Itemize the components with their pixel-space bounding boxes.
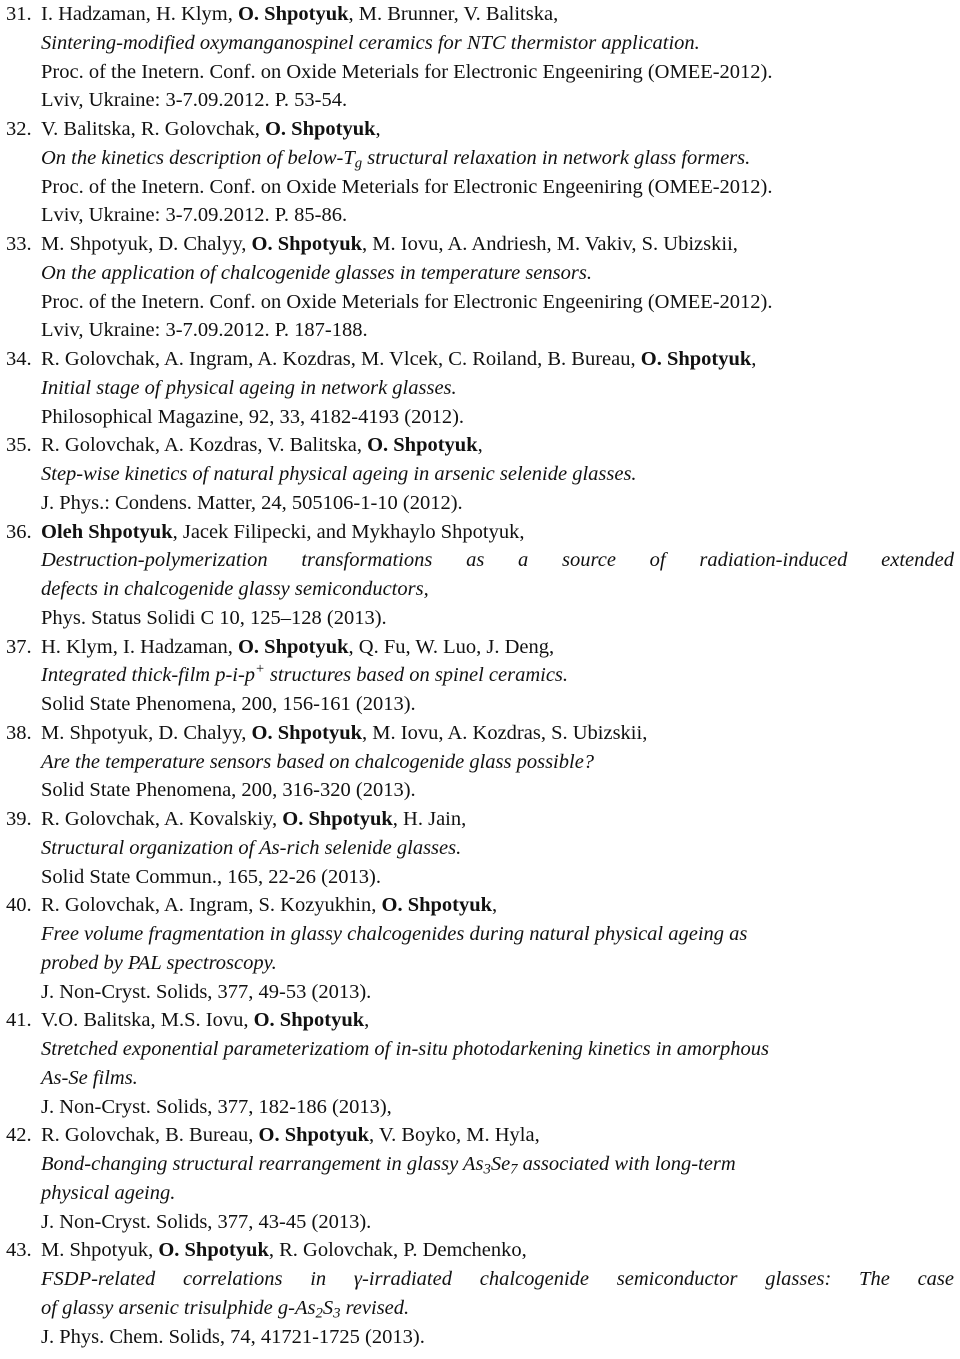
reference-source: Philosophical Magazine, 92, 33, 4182-4193 (2012). xyxy=(41,405,465,428)
reference-source: Proc. of the Inetern. Conf. on Oxide Meterials for Electronic Engeeniring (OMEE-2012). xyxy=(41,290,773,313)
reference-authors xyxy=(41,1006,954,1035)
reference-authors xyxy=(41,0,954,29)
reference-entry xyxy=(6,0,954,115)
highlighted-author: O. Shpotyuk xyxy=(258,1124,370,1147)
reference-authors xyxy=(41,230,954,259)
reference-number: 33. xyxy=(6,233,32,255)
reference-authors xyxy=(41,115,954,144)
highlighted-author: O. Shpotyuk xyxy=(264,118,376,140)
reference-source: J. Non-Cryst. Solids, 377, 43-45 (2013). xyxy=(41,1210,372,1233)
author-text: , V. Boyko, M. Hyla, xyxy=(369,1124,540,1147)
subscript: 7 xyxy=(510,1161,518,1178)
author-text: I. Hadzaman, H. Klym, xyxy=(41,3,238,25)
author-text: V. Balitska, R. Golovchak, xyxy=(41,118,265,140)
reference-title xyxy=(41,949,954,978)
author-text: , M. Brunner, V. Balitska, xyxy=(348,3,559,25)
author-text: , xyxy=(492,894,498,917)
highlighted-author: O. Shpotyuk xyxy=(640,348,752,370)
reference-title xyxy=(41,920,954,949)
title-text: Are the temperature sensors based on chalcogenide glass possible? xyxy=(41,750,595,773)
reference-entry xyxy=(6,1006,954,1121)
reference-source: Lviv, Ukraine: 3-7.09.2012. P. 85-86. xyxy=(41,204,348,227)
reference-title xyxy=(41,1294,954,1323)
highlighted-author: O. Shpotyuk xyxy=(251,233,363,255)
reference-source: J. Non-Cryst. Solids, 377, 49-53 (2013). xyxy=(41,980,372,1003)
title-text: of glassy arsenic trisulphide g-As xyxy=(41,1296,316,1319)
title-text: Se xyxy=(490,1153,511,1175)
reference-title xyxy=(41,374,954,403)
author-text: , M. Iovu, A. Kozdras, S. Ubizskii, xyxy=(362,721,648,744)
reference-source: Solid State Phenomena, 200, 156-161 (2013). xyxy=(41,693,416,715)
reference-number: 34. xyxy=(6,348,32,370)
reference-source: Lviv, Ukraine: 3-7.09.2012. P. 53-54. xyxy=(41,89,348,112)
reference-number: 43. xyxy=(6,1239,32,1262)
reference-title xyxy=(41,144,954,173)
reference-entry xyxy=(6,891,954,1006)
reference-authors xyxy=(41,431,954,460)
author-text: , xyxy=(477,434,483,457)
reference-authors xyxy=(41,1121,954,1150)
highlighted-author: O. Shpotyuk xyxy=(158,1239,269,1262)
reference-entry xyxy=(6,633,954,719)
reference-entry xyxy=(6,1236,954,1351)
reference-entry xyxy=(6,805,954,891)
author-text: R. Golovchak, B. Bureau, xyxy=(41,1124,259,1147)
title-text: revised. xyxy=(340,1296,410,1319)
title-text: structural relaxation in network glass formers. xyxy=(362,146,751,169)
title-text: On the application of chalcogenide glasses in temperature sensors. xyxy=(41,261,592,284)
author-text: M. Shpotyuk, D. Chalyy, xyxy=(41,721,252,744)
reference-number: 38. xyxy=(6,721,32,744)
reference-authors xyxy=(41,805,954,834)
reference-title xyxy=(41,1150,954,1179)
highlighted-author: O. Shpotyuk xyxy=(282,808,393,830)
title-text: Initial stage of physical ageing in network glasses. xyxy=(41,376,457,399)
subscript: g xyxy=(354,155,363,172)
reference-number: 36. xyxy=(6,520,32,543)
author-text: , M. Iovu, A. Andriesh, M. Vakiv, S. Ubizskii, xyxy=(362,233,738,255)
author-text: , xyxy=(364,1009,370,1032)
subscript: 3 xyxy=(483,1161,491,1178)
reference-source: Proc. of the Inetern. Conf. on Oxide Meterials for Electronic Engeeniring (OMEE-2012). xyxy=(41,175,773,198)
highlighted-author: O. Shpotyuk xyxy=(237,3,349,25)
author-text: R. Golovchak, A. Ingram, A. Kozdras, M. Vlcek, C. Roiland, B. Bureau, xyxy=(41,348,641,370)
reference-source: Phys. Status Solidi C 10, 125–128 (2013). xyxy=(41,606,387,629)
reference-number: 40. xyxy=(6,894,32,917)
reference-number: 37. xyxy=(6,635,32,658)
highlighted-author: O. Shpotyuk xyxy=(381,894,493,917)
reference-entry xyxy=(6,345,954,431)
reference-source: J. Non-Cryst. Solids, 377, 182-186 (2013), xyxy=(41,1095,392,1118)
title-text: Bond-changing structural rearrangement in glassy As xyxy=(41,1153,484,1175)
author-text: M. Shpotyuk, xyxy=(41,1239,159,1262)
author-text: R. Golovchak, A. Kovalskiy, xyxy=(41,808,283,830)
reference-number: 39. xyxy=(6,808,32,830)
title-text: Integrated thick-film p-i-p xyxy=(41,664,256,687)
title-text: FSDP-related correlations in xyxy=(41,1268,354,1290)
title-text: S xyxy=(322,1296,334,1319)
author-text: M. Shpotyuk, D. Chalyy, xyxy=(41,233,252,255)
reference-number: 42. xyxy=(6,1124,32,1147)
author-text: , xyxy=(751,348,757,370)
reference-authors xyxy=(41,1236,954,1265)
reference-title xyxy=(41,1064,954,1093)
superscript: + xyxy=(255,661,265,678)
title-text: On the kinetics description of below-T xyxy=(41,146,355,169)
reference-source: Solid State Commun., 165, 22-26 (2013). xyxy=(41,865,381,888)
reference-authors xyxy=(41,891,954,920)
author-text: R. Golovchak, A. Kozdras, V. Balitska, xyxy=(41,434,368,457)
reference-title xyxy=(41,575,954,604)
reference-entry xyxy=(6,115,954,230)
reference-title xyxy=(41,259,954,288)
reference-authors xyxy=(41,518,954,547)
title-text: Free volume fragmentation in glassy chalcogenides during natural physical ageing as xyxy=(41,923,748,945)
author-text: , xyxy=(375,118,381,140)
title-text: probed by PAL spectroscopy. xyxy=(41,951,277,974)
title-text: Destruction-polymerization transformations as a source of radiation-induced extended xyxy=(41,549,954,572)
title-text: Structural organization of As-rich selenide glasses. xyxy=(41,836,462,859)
highlighted-author: Oleh Shpotyuk xyxy=(41,520,173,543)
title-text: physical ageing. xyxy=(41,1181,176,1204)
reference-title xyxy=(41,29,954,58)
title-text: As-Se films. xyxy=(41,1066,138,1089)
title-text: Step-wise kinetics of natural physical ageing in arsenic selenide glasses. xyxy=(41,463,637,485)
reference-authors xyxy=(41,345,954,374)
reference-entry xyxy=(6,719,954,805)
subscript: 3 xyxy=(333,1305,341,1322)
reference-number: 41. xyxy=(6,1009,32,1032)
author-text: V.O. Balitska, M.S. Iovu, xyxy=(41,1009,254,1032)
author-text: , Q. Fu, W. Luo, J. Deng, xyxy=(348,635,555,658)
author-text: , Jacek Filipecki, and Mykhaylo Shpotyuk, xyxy=(172,520,525,543)
subscript: 2 xyxy=(315,1305,323,1322)
reference-title xyxy=(41,546,954,575)
reference-title xyxy=(41,460,954,489)
highlighted-author: O. Shpotyuk xyxy=(253,1009,365,1032)
reference-source: J. Phys.: Condens. Matter, 24, 505106-1-10 (2012). xyxy=(41,491,463,514)
title-text: structures based on spinel ceramics. xyxy=(264,664,569,687)
highlighted-author: O. Shpotyuk xyxy=(367,434,478,457)
reference-number: 32. xyxy=(6,118,32,140)
title-text: Sintering-modified oxymanganospinel ceramics for NTC thermistor application. xyxy=(41,31,700,54)
reference-entry xyxy=(6,431,954,517)
reference-entry xyxy=(6,518,954,633)
reference-title xyxy=(41,834,954,863)
reference-authors xyxy=(41,719,954,748)
reference-source: Proc. of the Inetern. Conf. on Oxide Meterials for Electronic Engeeniring (OMEE-2012). xyxy=(41,60,773,83)
title-text: defects in chalcogenide glassy semiconductors, xyxy=(41,578,429,600)
author-text: H. Klym, I. Hadzaman, xyxy=(41,635,238,658)
reference-title xyxy=(41,1179,954,1208)
author-text: , H. Jain, xyxy=(392,808,467,830)
reference-source: Lviv, Ukraine: 3-7.09.2012. P. 187-188. xyxy=(41,319,368,342)
reference-entry xyxy=(6,1121,954,1236)
author-text: R. Golovchak, A. Ingram, S. Kozyukhin, xyxy=(41,894,382,917)
reference-title xyxy=(41,661,954,690)
reference-title xyxy=(41,1265,954,1294)
title-text: γ xyxy=(353,1268,362,1290)
reference-source: J. Phys. Chem. Solids, 74, 41721-1725 (2013). xyxy=(41,1325,425,1348)
title-text: -irradiated chalcogenide semiconductor glasses: The case xyxy=(362,1268,954,1290)
title-text: Stretched exponential parameterizatiom of in-situ photodarkening kinetics in amorphous xyxy=(41,1038,770,1060)
reference-source: Solid State Phenomena, 200, 316-320 (2013). xyxy=(41,779,416,802)
title-text: associated with long-term xyxy=(517,1153,736,1175)
reference-authors xyxy=(41,633,954,662)
reference-title xyxy=(41,748,954,777)
reference-entry xyxy=(6,230,954,345)
highlighted-author: O. Shpotyuk xyxy=(237,635,349,658)
author-text: , R. Golovchak, P. Demchenko, xyxy=(268,1239,527,1262)
reference-number: 35. xyxy=(6,434,32,457)
reference-title xyxy=(41,1035,954,1064)
reference-number: 31. xyxy=(6,3,32,25)
highlighted-author: O. Shpotyuk xyxy=(251,721,363,744)
